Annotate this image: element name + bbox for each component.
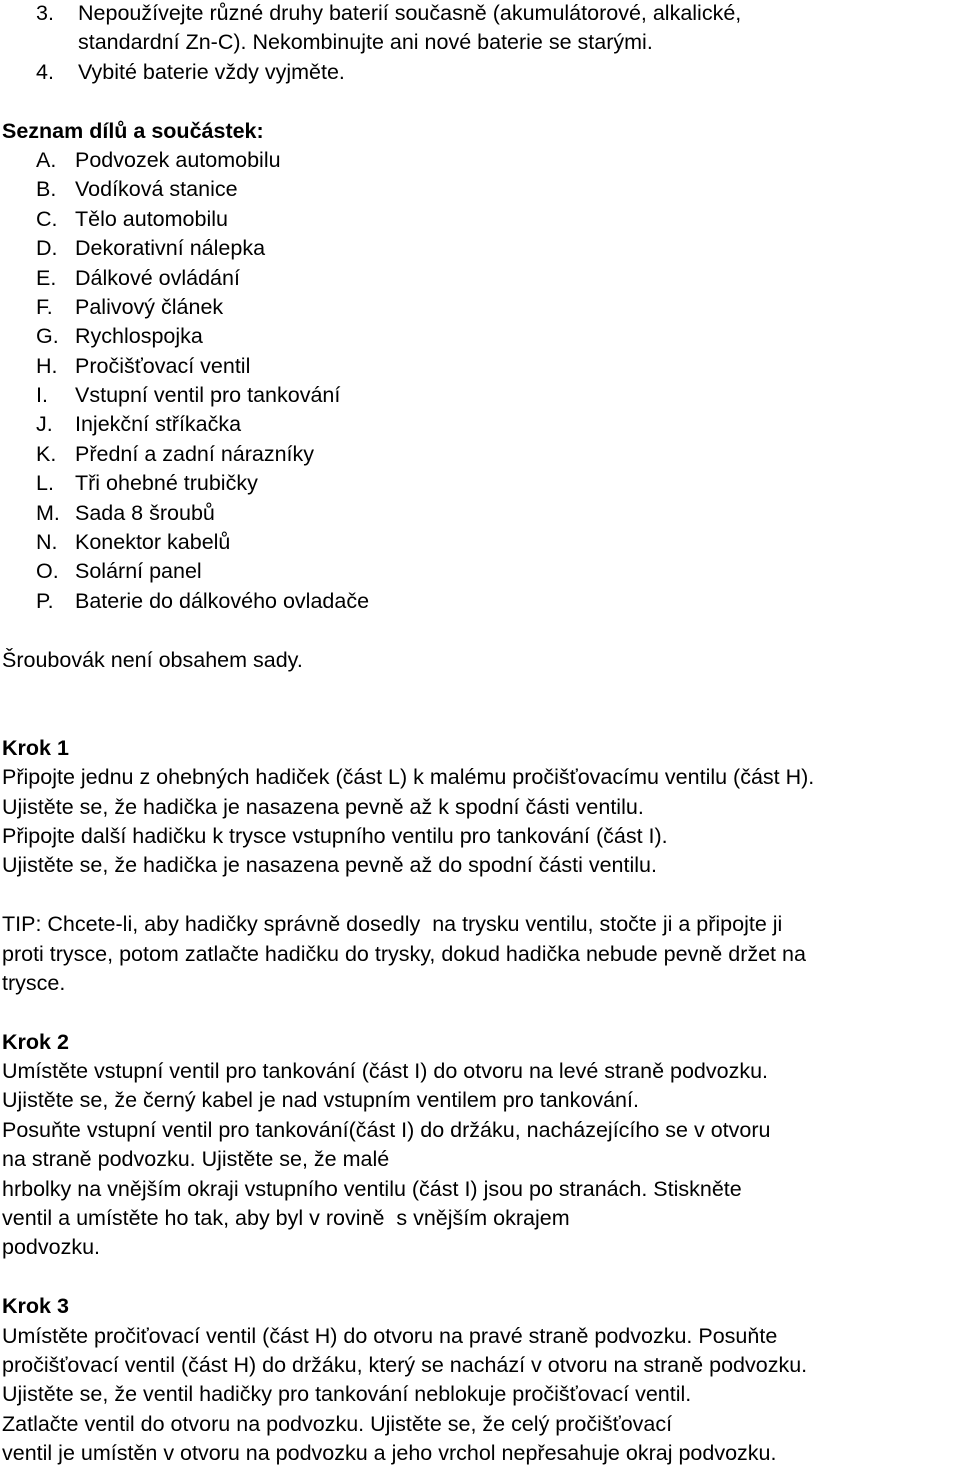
parts-text: Dálkové ovládání	[75, 265, 240, 290]
parts-item	[0, 322, 960, 351]
parts-item	[0, 440, 960, 469]
list-text: standardní Zn-C). Nekombinujte ani nové baterie se starými.	[78, 30, 653, 55]
parts-item	[0, 146, 960, 175]
parts-item	[0, 293, 960, 322]
list-number: 4.	[36, 59, 54, 84]
paragraph-line: Ujistěte se, že hadička je nasazena pevně až k spodní části ventilu.	[2, 794, 644, 819]
parts-item	[0, 234, 960, 263]
parts-item	[0, 264, 960, 293]
parts-letter: H.	[36, 353, 58, 378]
paragraph-line: na straně podvozku. Ujistěte se, že malé	[2, 1147, 390, 1172]
paragraph-line: TIP: Chcete-li, aby hadičky správně dosedly na trysku ventilu, stočte ji a připojte ji	[2, 912, 783, 937]
step-2-section	[0, 1028, 960, 1263]
list-item	[0, 58, 960, 87]
parts-note: Šroubovák není obsahem sady.	[2, 647, 303, 672]
parts-item	[0, 528, 960, 557]
parts-text: Rychlospojka	[75, 324, 203, 349]
parts-letter: E.	[36, 265, 57, 290]
list-item	[0, 0, 960, 28]
parts-item	[0, 557, 960, 586]
paragraph-line: trysce.	[2, 970, 66, 995]
tip-section	[0, 910, 960, 998]
parts-letter: A.	[36, 147, 57, 172]
paragraph-line: ventil je umístěn v otvoru na podvozku a jeho vrchol nepřesahuje okraj podvozku.	[2, 1441, 777, 1466]
paragraph-line: Připojte další hadičku k trysce vstupního ventilu pro tankování (část I).	[2, 823, 668, 848]
paragraph-line: Zatlačte ventil do otvoru na podvozku. Ujistěte se, že celý pročišťovací	[2, 1411, 673, 1436]
step-3-section	[0, 1292, 960, 1468]
step-heading: Krok 2	[2, 1029, 69, 1054]
paragraph-line: Umístěte pročiťovací ventil (část H) do otvoru na pravé straně podvozku. Posuňte	[2, 1323, 778, 1348]
parts-item	[0, 175, 960, 204]
paragraph-line: Ujistěte se, že černý kabel je nad vstupním ventilem pro tankování.	[2, 1088, 639, 1113]
parts-text: Dekorativní nálepka	[75, 236, 266, 261]
parts-letter: C.	[36, 206, 58, 231]
parts-text: Injekční stříkačka	[75, 412, 242, 437]
parts-text: Palivový článek	[75, 294, 224, 319]
parts-note-row	[0, 646, 960, 675]
paragraph-line: hrbolky na vnějším okraji vstupního ventilu (část I) jsou po stranách. Stiskněte	[2, 1176, 742, 1201]
list-text: Nepoužívejte různé druhy baterií současně (akumulátorové, alkalické,	[78, 1, 742, 25]
parts-heading-row	[0, 117, 960, 146]
parts-item	[0, 205, 960, 234]
step-heading: Krok 3	[2, 1294, 69, 1319]
step-1-section	[0, 734, 960, 881]
parts-letter: P.	[36, 588, 54, 613]
parts-heading: Seznam dílů a součástek:	[2, 118, 264, 143]
parts-item	[0, 352, 960, 381]
parts-item	[0, 410, 960, 439]
paragraph-line: ventil a umístěte ho tak, aby byl v rovině s vnějším okrajem	[2, 1206, 570, 1231]
parts-text: Pročišťovací ventil	[75, 353, 251, 378]
parts-letter: G.	[36, 324, 59, 349]
parts-letter: K.	[36, 441, 57, 466]
list-item-continuation	[0, 28, 960, 57]
parts-item	[0, 381, 960, 410]
parts-item	[0, 499, 960, 528]
parts-letter: I.	[36, 383, 48, 408]
paragraph-line: Ujistěte se, že hadička je nasazena pevně až do spodní části ventilu.	[2, 853, 657, 878]
parts-section	[0, 117, 960, 675]
paragraph-line: proti trysce, potom zatlačte hadičku do trysky, dokud hadička nebude pevně držet na	[2, 941, 806, 966]
step-heading: Krok 1	[2, 735, 69, 760]
parts-text: Přední a zadní nárazníky	[75, 441, 315, 466]
paragraph-line: Umístěte vstupní ventil pro tankování (část I) do otvoru na levé straně podvozku.	[2, 1059, 769, 1084]
parts-letter: J.	[36, 412, 53, 437]
list-text: Vybité baterie vždy vyjměte.	[78, 59, 345, 84]
parts-text: Baterie do dálkového ovladače	[75, 588, 370, 613]
parts-text: Konektor kabelů	[75, 530, 231, 555]
list-number: 3.	[36, 1, 54, 25]
paragraph-line: Připojte jednu z ohebných hadiček (část L) k malému pročišťovacímu ventilu (část H).	[2, 765, 815, 790]
parts-letter: N.	[36, 530, 58, 555]
parts-letter: F.	[36, 294, 53, 319]
parts-letter: B.	[36, 177, 57, 202]
paragraph-line: Ujistěte se, že ventil hadičky pro tankování neblokuje pročišťovací ventil.	[2, 1382, 692, 1407]
parts-text: Vstupní ventil pro tankování	[75, 383, 341, 408]
parts-letter: M.	[36, 500, 60, 525]
parts-text: Solární panel	[75, 559, 202, 584]
paragraph-line: Posuňte vstupní ventil pro tankování(část I) do držáku, nacházejícího se v otvoru	[2, 1117, 771, 1142]
parts-letter: L.	[36, 471, 54, 496]
parts-letter: D.	[36, 236, 58, 261]
parts-item	[0, 469, 960, 498]
parts-text: Sada 8 šroubů	[75, 500, 215, 525]
parts-text: Tělo automobilu	[75, 206, 228, 231]
parts-text: Tři ohebné trubičky	[75, 471, 258, 496]
parts-letter: O.	[36, 559, 59, 584]
parts-text: Podvozek automobilu	[75, 147, 281, 172]
battery-instructions-list	[0, 0, 960, 87]
paragraph-line: pročišťovací ventil (část H) do držáku, který se nachází v otvoru na straně podvozku.	[2, 1352, 808, 1377]
parts-text: Vodíková stanice	[75, 177, 238, 202]
paragraph-line: podvozku.	[2, 1235, 101, 1260]
parts-item	[0, 587, 960, 616]
